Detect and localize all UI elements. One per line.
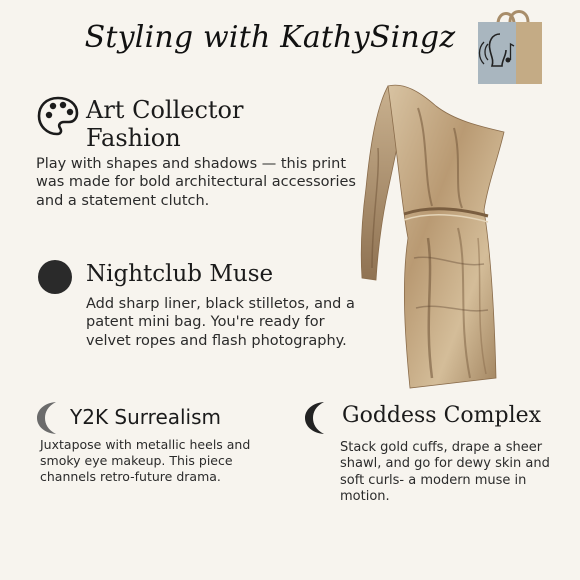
y2k-surrealism-title: Y2K Surrealism (70, 405, 222, 429)
crescent-moon-icon (34, 400, 66, 436)
nightclub-muse-title: Nightclub Muse (86, 261, 274, 287)
crescent-moon-icon (302, 400, 334, 436)
goddess-complex-title: Goddess Complex (342, 403, 542, 428)
art-collector-title: Art Collector Fashion (86, 96, 244, 152)
palette-icon (36, 95, 80, 137)
dress-image (358, 78, 518, 396)
full-moon-icon (36, 258, 74, 296)
y2k-surrealism-body: Juxtapose with metallic heels and smoky eye makeup. This piece channels retro-future drama. (40, 437, 251, 484)
nightclub-muse-body: Add sharp liner, black stilletos, and a patent mini bag. You're ready for velvet ropes and flash photography. (86, 296, 355, 349)
goddess-complex-body: Stack gold cuffs, drape a sheer shawl, and go for dewy skin and soft curls- a modern muse in motion. (340, 440, 550, 505)
art-collector-body: Play with shapes and shadows — this print was made for bold architectural accessories and a statement clutch. (36, 156, 356, 209)
page-title: Styling with KathySingz (84, 20, 456, 55)
